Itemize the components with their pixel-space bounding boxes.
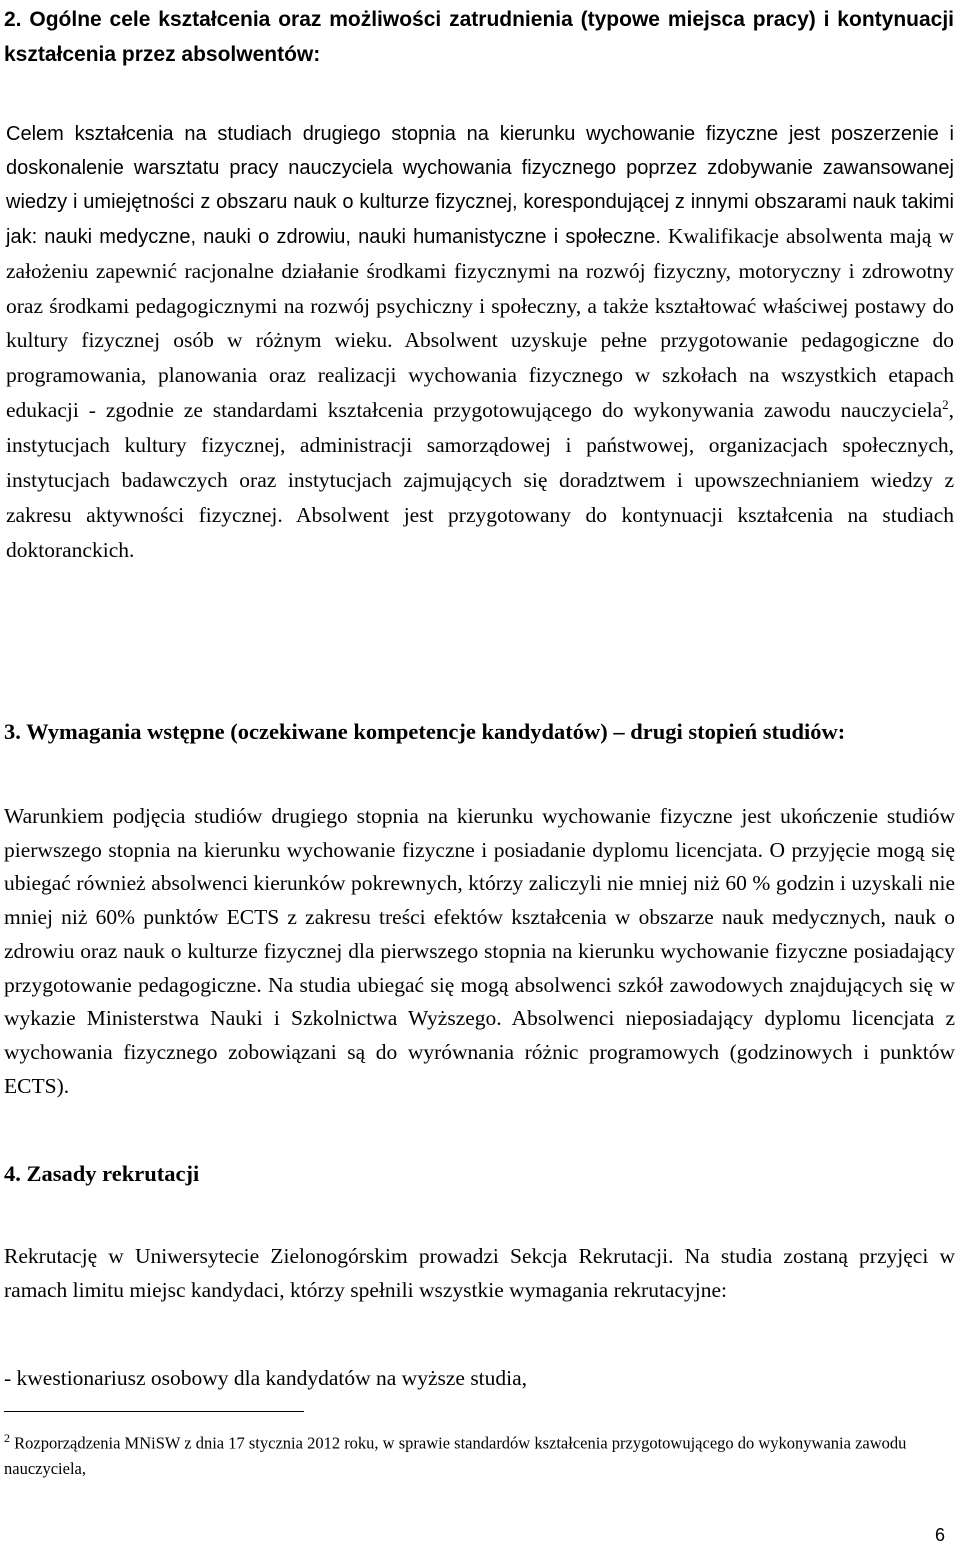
- section-2-heading: 2. Ogólne cele kształcenia oraz możliwości zatrudnienia (typowe miejsca pracy) i kontynuacji kształcenia przez absolwentów:: [4, 8, 954, 66]
- footnote-reference: 2: [942, 397, 949, 413]
- footnote-separator: [4, 1411, 304, 1412]
- section-3-paragraph: Warunkiem podjęcia studiów drugiego stopnia na kierunku wychowanie fizyczne jest ukończenie studiów pierwszego stopnia na kierunku wychowanie fizyczne i posiadanie dyplomu licencjata. O przyjęcie mogą się ubiegać również absolwenci kierunków pokrewnych, którzy zaliczyli nie mniej niż 60 % godzin i uzyskali nie mniej niż 60% punktów ECTS z zakresu treści efektów kształcenia w obszarze nauk medycznych, nauk o zdrowiu oraz nauk o kulturze fizycznej dla pierwszego stopnia na kierunku wychowanie fizyczne posiadający przygotowanie pedagogiczne. Na studia ubiegać się mogą absolwenci szkół zawodowych znajdujących się w wykazie Ministerstwa Nauki i Szkolnictwa Wyższego. Absolwenci nieposiadający dyplomu licencjata z wychowania fizycznego zobowiązani są do wyrównania różnic programowych (godzinowych i punktów ECTS).: [4, 804, 955, 1098]
- footnote: [4, 1426, 955, 1481]
- section-2-qualifications-text: Kwalifikacje absolwenta mają w założeniu zapewnić racjonalne działanie środkami fizycznymi na rozwój fizyczny, motoryczny i zdrowotny oraz środkami pedagogicznymi na rozwój psychiczny i społeczny, a także kształtować właściwej postawy do kultury fizycznej osób w różnym wieku.: [6, 223, 954, 353]
- footnote-number: 2: [4, 1431, 10, 1445]
- requirements-list-item: - kwestionariusz osobowy dla kandydatów na wyższe studia,: [4, 1366, 528, 1390]
- section-2-graduate-text: Absolwent uzyskuje pełne przygotowanie pedagogiczne do programowania, planowania oraz realizacji wychowania fizycznego w szkołach na wszystkich etapach edukacji - zgodnie ze standardami kształcenia przygotowującego do wykonywania zawodu nauczyciela: [6, 328, 955, 423]
- section-2-paragraph: [6, 118, 954, 569]
- footnote-text: Rozporządzenia MNiSW z dnia 17 stycznia 2012 roku, w sprawie standardów kształcenia przygotowującego do wykonywania zawodu nauczyciela,: [4, 1433, 907, 1478]
- section-2-goals-text: Celem kształcenia na studiach drugiego stopnia na kierunku wychowanie fizyczne jest poszerzenie i doskonalenie warsztatu pracy nauczyciela wychowania fizycznego poprzez zdobywanie zawansowanej wiedzy i umiejętności z obszaru nauk o kulturze fizycznej, korespondującej z innymi obszarami nauk takimi jak: nauki medyczne, nauki o zdrowiu, nauki humanistyczne i społeczne.: [6, 123, 954, 248]
- section-2-graduate-text-continued: , instytucjach kultury fizycznej, administracji samorządowej i państwowej, organizacjach społecznych, instytucjach badawczych oraz instytucjach zajmujących się doradztwem i upowszechnianiem wiedzy z zakresu aktywności fizycznej. Absolwent jest przygotowany do kontynuacji kształcenia na studiach doktoranckich.: [6, 398, 954, 562]
- section-4-paragraph: Rekrutację w Uniwersytecie Zielonogórskim prowadzi Sekcja Rekrutacji. Na studia zostaną przyjęci w ramach limitu miejsc kandydaci, którzy spełnili wszystkie wymagania rekrutacyjne:: [4, 1244, 955, 1302]
- section-3-heading: 3. Wymagania wstępne (oczekiwane kompetencje kandydatów) ‒ drugi stopień studiów:: [4, 719, 846, 744]
- page-number: 6: [935, 1525, 946, 1545]
- section-4-heading: 4. Zasady rekrutacji: [4, 1161, 200, 1186]
